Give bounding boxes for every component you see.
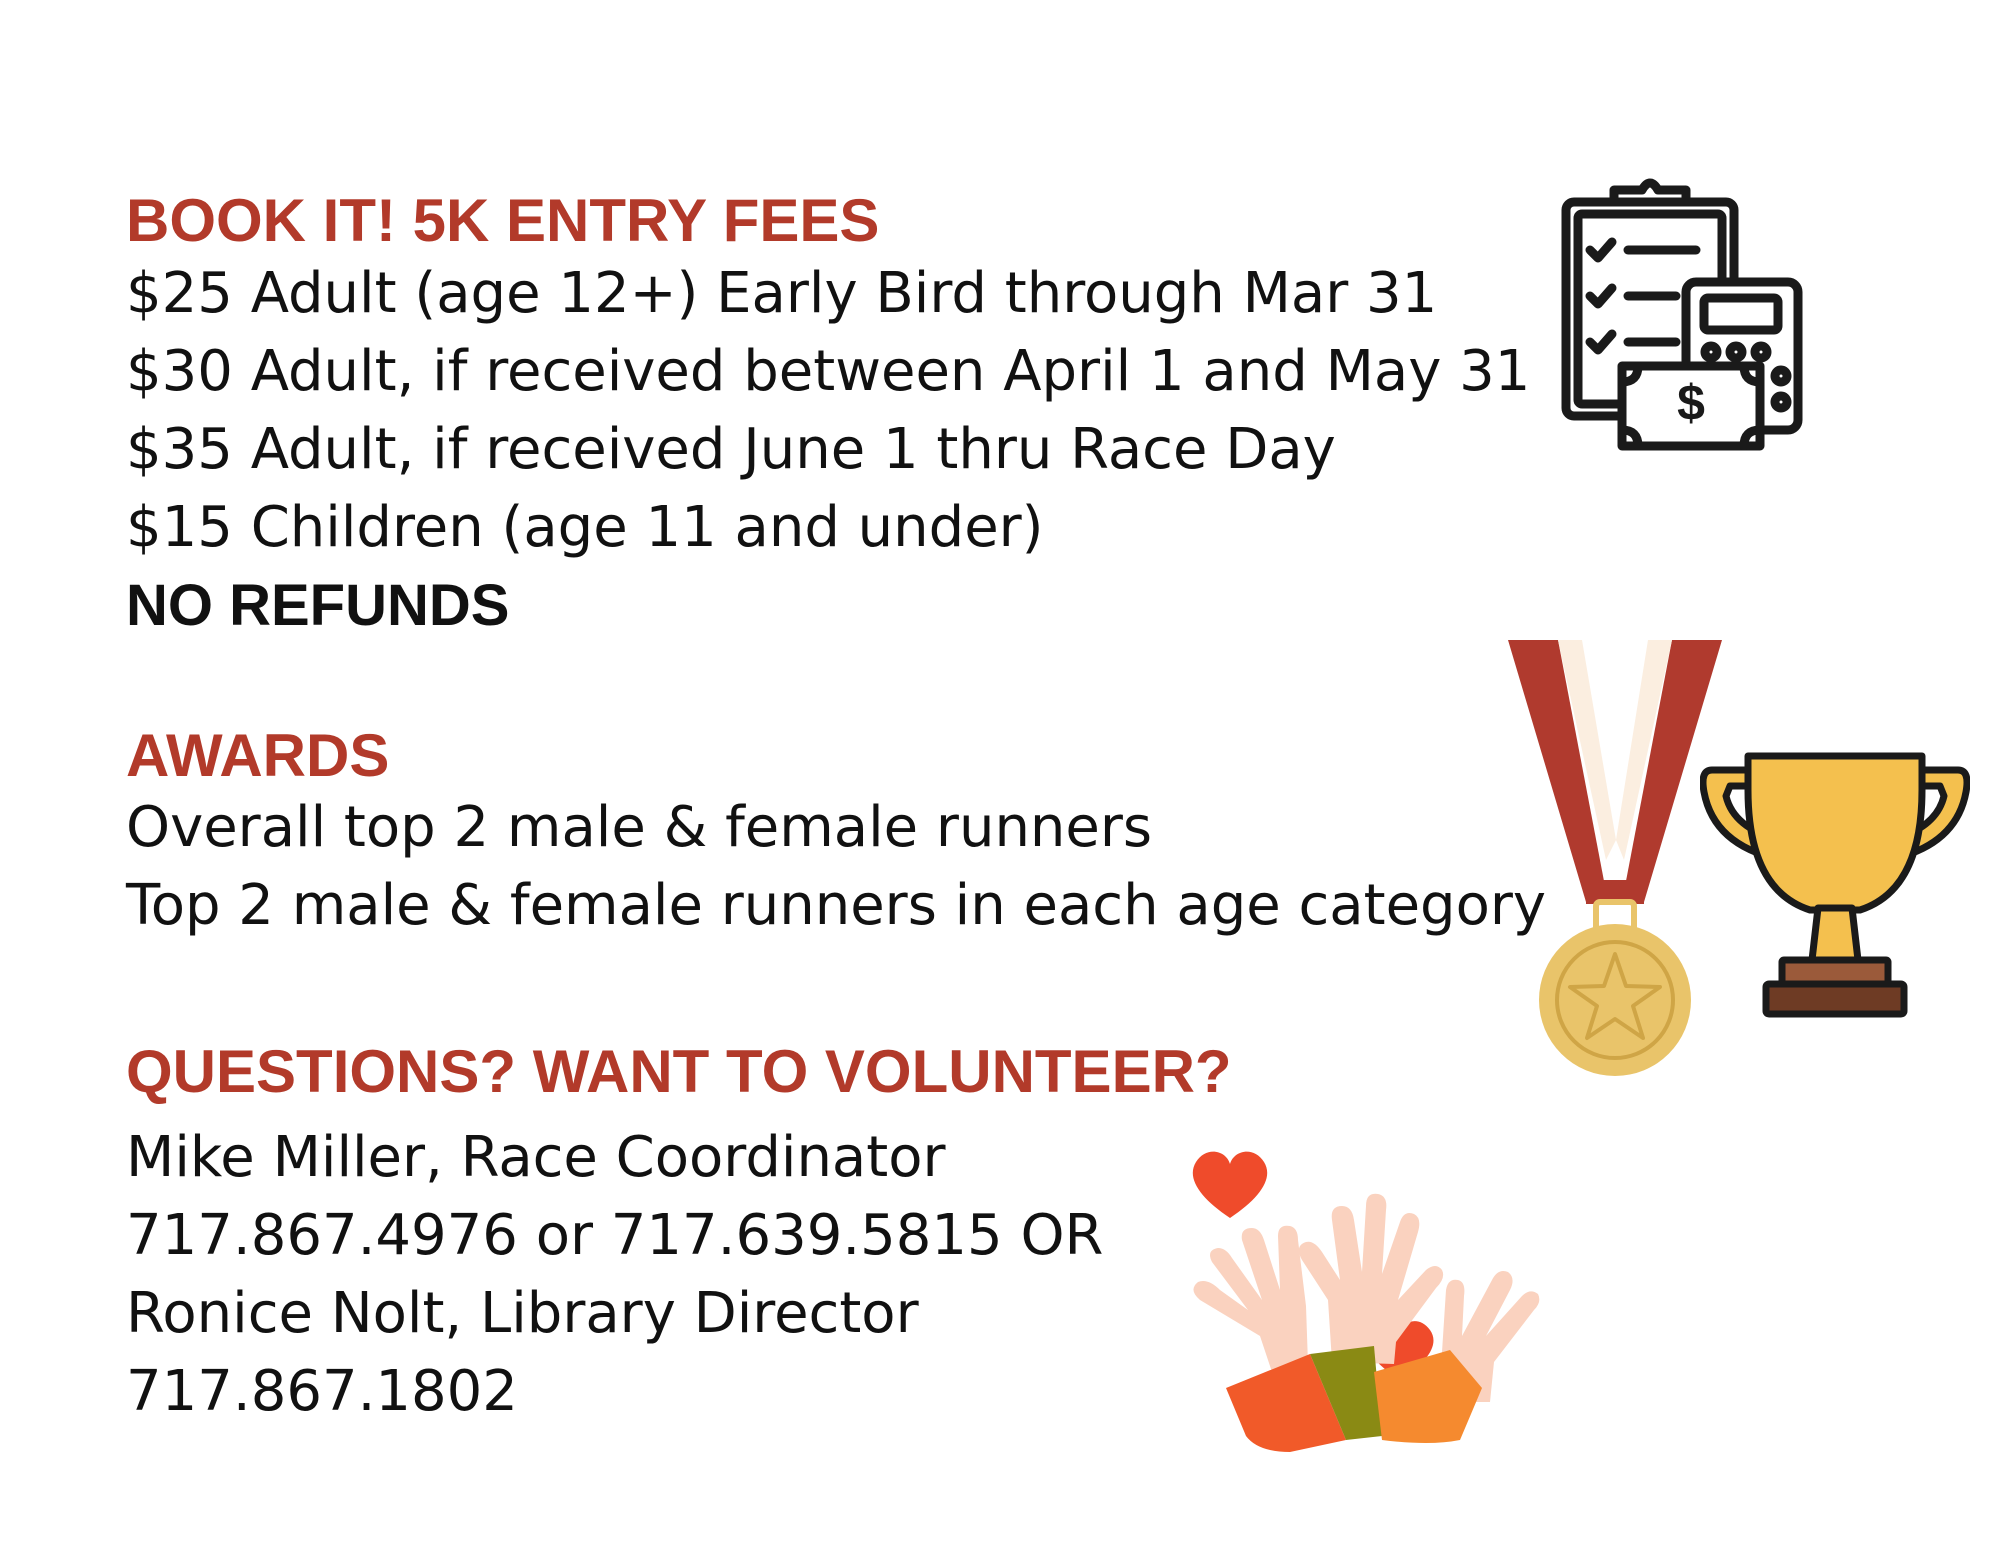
contact-line-director-phone: 717.867.1802 <box>126 1359 518 1424</box>
award-line-overall: Overall top 2 male & female runners <box>126 795 1153 860</box>
fee-line-children: $15 Children (age 11 and under) <box>126 495 1044 560</box>
contact-line-coordinator: Mike Miller, Race Coordinator <box>126 1125 946 1190</box>
no-refunds-note: NO REFUNDS <box>126 573 510 638</box>
trophy-icon <box>1700 750 1970 1018</box>
fees-heading: BOOK IT! 5K ENTRY FEES <box>126 187 880 254</box>
fee-line-april-may: $30 Adult, if received between April 1 and May 31 <box>126 339 1531 404</box>
awards-heading: AWARDS <box>126 722 390 789</box>
contact-line-director: Ronice Nolt, Library Director <box>126 1281 919 1346</box>
fee-line-june-race-day: $35 Adult, if received June 1 thru Race Day <box>126 417 1336 482</box>
award-line-age-category: Top 2 male & female runners in each age category <box>126 873 1546 938</box>
svg-text:$: $ <box>1677 375 1705 431</box>
volunteer-hands-icon <box>1160 1140 1540 1460</box>
clipboard-calculator-icon <box>1556 176 1816 456</box>
fee-line-early-bird: $25 Adult (age 12+) Early Bird through Mar 31 <box>126 261 1438 326</box>
contact-line-phones: 717.867.4976 or 717.639.5815 OR <box>126 1203 1104 1268</box>
contact-heading: QUESTIONS? WANT TO VOLUNTEER? <box>126 1038 1232 1105</box>
